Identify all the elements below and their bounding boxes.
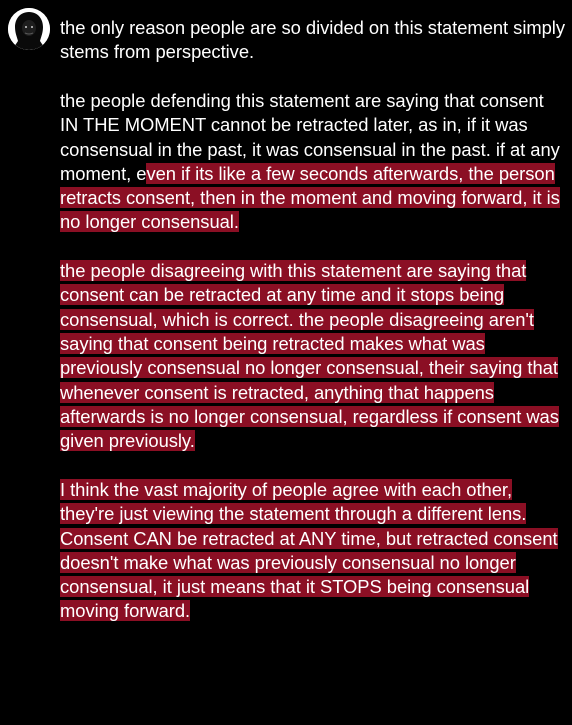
paragraph-1 bbox=[60, 16, 566, 65]
paragraph-1-text: the only reason people are so divided on this statement simply stems from perspective. bbox=[60, 17, 565, 63]
hooded-figure-icon bbox=[8, 8, 50, 50]
post-body bbox=[60, 16, 566, 648]
paragraph-4-selected-text[interactable]: I think the vast majority of people agree with each other, they're just viewing the statement through a different lens. Consent CAN be retracted at ANY time, but retracted consent doesn't make what was previously consensual no longer consensual, it just means that it STOPS being consensual moving forward. bbox=[60, 478, 558, 622]
paragraph-2-text: the people defending this statement are saying that consent IN THE MOMENT cannot be retracted later, as in, if it was consensual in the past, it was consensual in the past. if at any moment, e bbox=[60, 89, 560, 184]
paragraph-3 bbox=[60, 259, 566, 453]
avatar[interactable] bbox=[8, 8, 50, 50]
paragraph-4 bbox=[60, 478, 566, 624]
paragraph-3-selected-text[interactable]: the people disagreeing with this statement are saying that consent can be retracted at any time and it stops being consensual, which is correct. the people disagreeing aren't saying that consent being retracted makes what was previously consensual no longer consensual, their saying that whenever consent is retracted, anything that happens afterwards is no longer consensual, regardless if consent was given previously. bbox=[60, 260, 559, 452]
paragraph-2 bbox=[60, 89, 566, 235]
paragraph-2-selected-text[interactable]: ven if its like a few seconds afterwards, the person retracts consent, then in the moment and moving forward, it is no longer consensual. bbox=[60, 162, 560, 233]
